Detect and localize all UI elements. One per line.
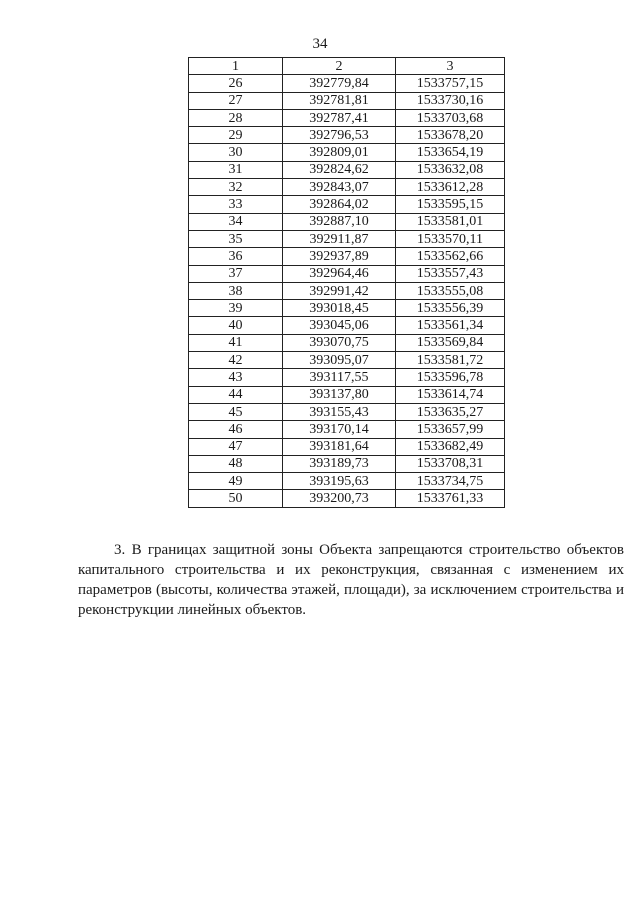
y-coordinate-cell: 1533612,28 <box>396 179 505 196</box>
y-coordinate-cell: 1533569,84 <box>396 334 505 351</box>
table-row <box>189 455 505 472</box>
point-number-cell: 40 <box>189 317 283 334</box>
y-coordinate-cell: 1533555,08 <box>396 282 505 299</box>
x-coordinate-cell: 392787,41 <box>283 109 396 126</box>
x-coordinate-cell: 393117,55 <box>283 369 396 386</box>
x-coordinate-cell: 393155,43 <box>283 403 396 420</box>
y-coordinate-cell: 1533614,74 <box>396 386 505 403</box>
y-coordinate-cell: 1533654,19 <box>396 144 505 161</box>
y-coordinate-cell: 1533595,15 <box>396 196 505 213</box>
table-body <box>189 75 505 507</box>
table-row <box>189 369 505 386</box>
x-coordinate-cell: 393095,07 <box>283 352 396 369</box>
point-number-cell: 32 <box>189 179 283 196</box>
table-row <box>189 161 505 178</box>
x-coordinate-cell: 393189,73 <box>283 455 396 472</box>
y-coordinate-cell: 1533562,66 <box>396 248 505 265</box>
page-number: 34 <box>312 36 328 52</box>
x-coordinate-cell: 392991,42 <box>283 282 396 299</box>
x-coordinate-cell: 392824,62 <box>283 161 396 178</box>
point-number-cell: 43 <box>189 369 283 386</box>
y-coordinate-cell: 1533581,72 <box>396 352 505 369</box>
y-coordinate-cell: 1533561,34 <box>396 317 505 334</box>
table-row <box>189 144 505 161</box>
x-coordinate-cell: 393170,14 <box>283 421 396 438</box>
point-number-cell: 36 <box>189 248 283 265</box>
table-row <box>189 421 505 438</box>
point-number-cell: 39 <box>189 300 283 317</box>
point-number-cell: 48 <box>189 455 283 472</box>
table-row <box>189 75 505 92</box>
table-row <box>189 490 505 507</box>
x-coordinate-cell: 392964,46 <box>283 265 396 282</box>
x-coordinate-cell: 392796,53 <box>283 127 396 144</box>
x-coordinate-cell: 393195,63 <box>283 473 396 490</box>
point-number-cell: 26 <box>189 75 283 92</box>
y-coordinate-cell: 1533734,75 <box>396 473 505 490</box>
table-row <box>189 109 505 126</box>
point-number-cell: 33 <box>189 196 283 213</box>
table-row <box>189 300 505 317</box>
table-row <box>189 473 505 490</box>
table-row <box>189 317 505 334</box>
body-paragraph: 3. В границах защитной зоны Объекта запрещаются строительство объектов капитального строительства и их реконструкция, связанная с изменением их параметров (высоты, количества этажей, площади), за исключением строительства и реконструкции линейных объектов. <box>78 542 624 618</box>
column-header-x: 2 <box>283 58 396 75</box>
y-coordinate-cell: 1533708,31 <box>396 455 505 472</box>
x-coordinate-cell: 392937,89 <box>283 248 396 265</box>
point-number-cell: 30 <box>189 144 283 161</box>
x-coordinate-cell: 393045,06 <box>283 317 396 334</box>
y-coordinate-cell: 1533730,16 <box>396 92 505 109</box>
y-coordinate-cell: 1533570,11 <box>396 230 505 247</box>
y-coordinate-cell: 1533557,43 <box>396 265 505 282</box>
point-number-cell: 35 <box>189 230 283 247</box>
x-coordinate-cell: 392864,02 <box>283 196 396 213</box>
table-row <box>189 386 505 403</box>
table-row <box>189 92 505 109</box>
x-coordinate-cell: 392843,07 <box>283 179 396 196</box>
point-number-cell: 31 <box>189 161 283 178</box>
table-row <box>189 352 505 369</box>
point-number-cell: 44 <box>189 386 283 403</box>
table-row <box>189 403 505 420</box>
table-row <box>189 127 505 144</box>
y-coordinate-cell: 1533682,49 <box>396 438 505 455</box>
x-coordinate-cell: 393181,64 <box>283 438 396 455</box>
table-row <box>189 196 505 213</box>
point-number-cell: 29 <box>189 127 283 144</box>
y-coordinate-cell: 1533581,01 <box>396 213 505 230</box>
table-row <box>189 230 505 247</box>
y-coordinate-cell: 1533632,08 <box>396 161 505 178</box>
y-coordinate-cell: 1533556,39 <box>396 300 505 317</box>
x-coordinate-cell: 392809,01 <box>283 144 396 161</box>
point-number-cell: 50 <box>189 490 283 507</box>
point-number-cell: 41 <box>189 334 283 351</box>
y-coordinate-cell: 1533635,27 <box>396 403 505 420</box>
table-row <box>189 248 505 265</box>
table-header-row <box>189 58 505 75</box>
x-coordinate-cell: 393070,75 <box>283 334 396 351</box>
x-coordinate-cell: 392781,81 <box>283 92 396 109</box>
y-coordinate-cell: 1533678,20 <box>396 127 505 144</box>
y-coordinate-cell: 1533757,15 <box>396 75 505 92</box>
y-coordinate-cell: 1533657,99 <box>396 421 505 438</box>
y-coordinate-cell: 1533596,78 <box>396 369 505 386</box>
column-header-number: 1 <box>189 58 283 75</box>
point-number-cell: 46 <box>189 421 283 438</box>
point-number-cell: 37 <box>189 265 283 282</box>
point-number-cell: 34 <box>189 213 283 230</box>
point-number-cell: 45 <box>189 403 283 420</box>
x-coordinate-cell: 393137,80 <box>283 386 396 403</box>
table-row <box>189 265 505 282</box>
x-coordinate-cell: 392911,87 <box>283 230 396 247</box>
x-coordinate-cell: 393200,73 <box>283 490 396 507</box>
y-coordinate-cell: 1533761,33 <box>396 490 505 507</box>
x-coordinate-cell: 393018,45 <box>283 300 396 317</box>
column-header-y: 3 <box>396 58 505 75</box>
point-number-cell: 28 <box>189 109 283 126</box>
y-coordinate-cell: 1533703,68 <box>396 109 505 126</box>
point-number-cell: 27 <box>189 92 283 109</box>
point-number-cell: 47 <box>189 438 283 455</box>
x-coordinate-cell: 392887,10 <box>283 213 396 230</box>
table-row <box>189 334 505 351</box>
table-row <box>189 179 505 196</box>
point-number-cell: 38 <box>189 282 283 299</box>
point-number-cell: 42 <box>189 352 283 369</box>
table-row <box>189 282 505 299</box>
x-coordinate-cell: 392779,84 <box>283 75 396 92</box>
point-number-cell: 49 <box>189 473 283 490</box>
table-row <box>189 213 505 230</box>
table-row <box>189 438 505 455</box>
coordinates-table <box>188 57 505 508</box>
